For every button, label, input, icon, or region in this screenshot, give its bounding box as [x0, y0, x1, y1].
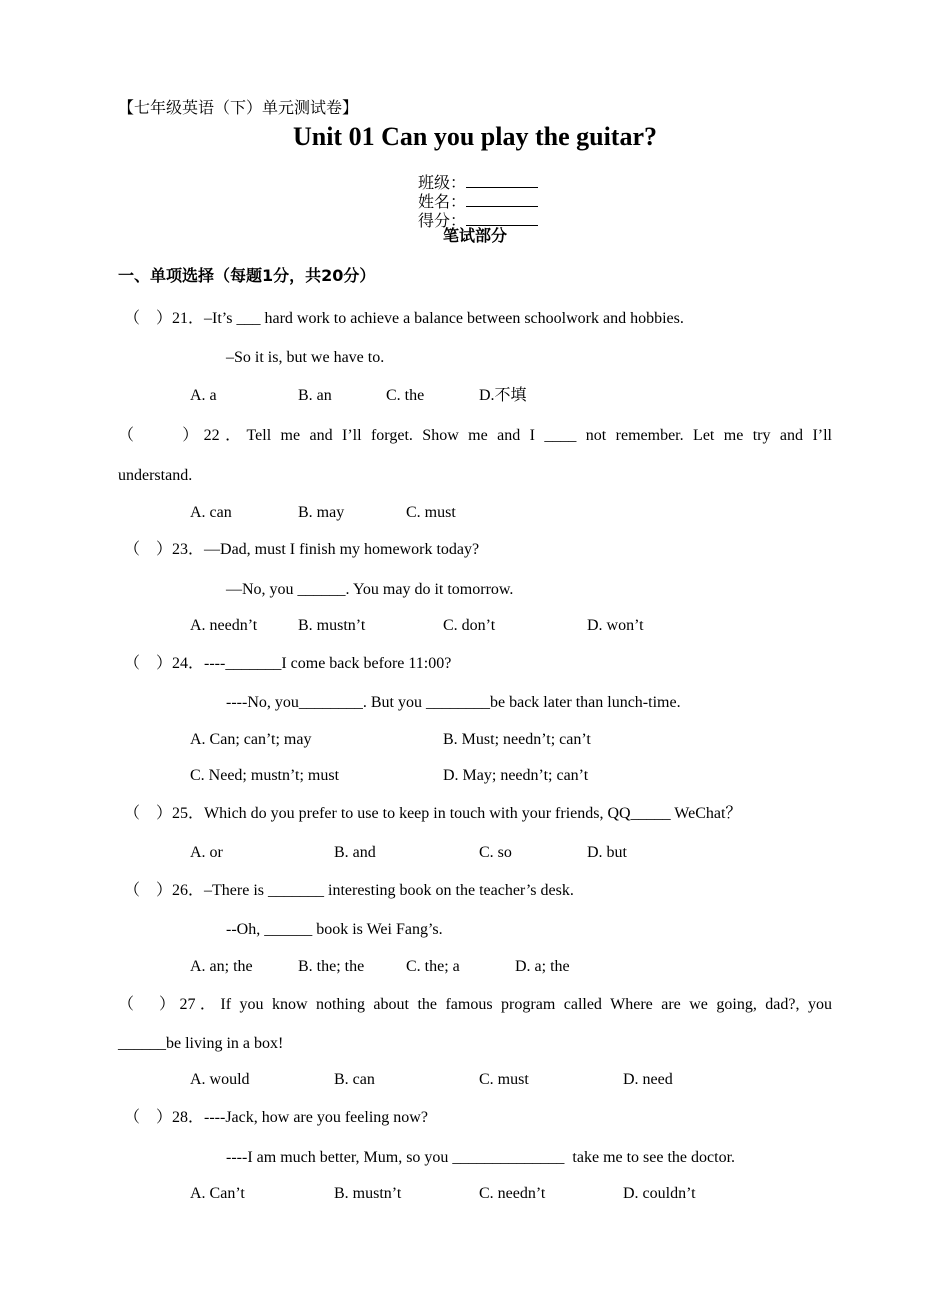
option-a[interactable]: A. Can’t: [190, 1185, 245, 1202]
question-23-stem: （ ）23．—Dad, must I finish my homework today?: [124, 541, 480, 558]
class-label: 班级：: [417, 175, 466, 192]
page-title: Unit 01 Can you play the guitar?: [292, 122, 658, 151]
question-22-stem-cont: understand.: [118, 467, 193, 484]
class-blank[interactable]: [466, 173, 538, 188]
option-d[interactable]: D.不填: [479, 387, 527, 404]
question-number: （ ）28．: [124, 1109, 205, 1126]
question-27-stem: （ ）27．If you know nothing about the famous program called Where are we going, dad?, you: [118, 996, 832, 1013]
option-d[interactable]: D. a; the: [515, 958, 570, 975]
question-25-stem: （ ）25．Which do you prefer to use to keep in touch with your friends, QQ_____ WeChat？: [124, 805, 742, 822]
question-number: （ ）24．: [124, 655, 205, 672]
option-c[interactable]: C. the; a: [406, 958, 460, 975]
score-label: 得分：: [417, 213, 466, 230]
option-d[interactable]: D. couldn’t: [623, 1185, 696, 1202]
question-number: （ ）25．: [124, 805, 205, 822]
question-27-stem-cont: ______be living in a box!: [118, 1035, 284, 1052]
option-d[interactable]: D. won’t: [587, 617, 644, 634]
question-22-stem: （ ）22．Tell me and I’ll forget. Show me and I ____ not remember. Let me try and I’ll: [118, 427, 832, 444]
question-21-stem: （ ）21．–It’s ___ hard work to achieve a balance between schoolwork and hobbies.: [124, 310, 684, 327]
option-a[interactable]: A. can: [190, 504, 232, 521]
question-number: （ ）22．: [118, 427, 247, 444]
option-a[interactable]: A. an; the: [190, 958, 253, 975]
series-tag: 【七年级英语（下）单元测试卷】: [118, 100, 359, 117]
option-b[interactable]: B. mustn’t: [334, 1185, 402, 1202]
option-a[interactable]: A. a: [190, 387, 217, 404]
option-c[interactable]: C. don’t: [443, 617, 496, 634]
option-c[interactable]: C. must: [406, 504, 456, 521]
option-c[interactable]: C. needn’t: [479, 1185, 546, 1202]
option-c[interactable]: C. the: [386, 387, 425, 404]
question-28-reply: ----I am much better, Mum, so you ______________ take me to see the doctor.: [226, 1149, 736, 1166]
question-21-reply: –So it is, but we have to.: [226, 349, 385, 366]
option-b[interactable]: B. an: [298, 387, 332, 404]
option-c[interactable]: C. Need; mustn’t; must: [190, 767, 340, 784]
question-28-stem: （ ）28．----Jack, how are you feeling now?: [124, 1109, 428, 1126]
question-26-reply: --Oh, ______ book is Wei Fang’s.: [226, 921, 443, 938]
question-23-reply: —No, you ______. You may do it tomorrow.: [226, 581, 514, 598]
name-blank[interactable]: [466, 192, 538, 207]
question-number: （ ）26．: [124, 882, 205, 899]
question-24-stem: （ ）24．----_______I come back before 11:00?: [124, 655, 452, 672]
name-label: 姓名：: [417, 194, 466, 211]
question-number: （ ）27．: [118, 996, 221, 1013]
option-d[interactable]: D. May; needn’t; can’t: [443, 767, 589, 784]
question-number: （ ）21．: [124, 310, 205, 327]
option-b[interactable]: B. and: [334, 844, 376, 861]
option-a[interactable]: A. Can; can’t; may: [190, 731, 312, 748]
question-number: （ ）23．: [124, 541, 205, 558]
option-c[interactable]: C. so: [479, 844, 512, 861]
option-c[interactable]: C. must: [479, 1071, 529, 1088]
option-d[interactable]: D. need: [623, 1071, 673, 1088]
option-a[interactable]: A. would: [190, 1071, 250, 1088]
option-b[interactable]: B. may: [298, 504, 345, 521]
option-a[interactable]: A. needn’t: [190, 617, 258, 634]
option-a[interactable]: A. or: [190, 844, 223, 861]
section-title: 笔试部分: [442, 226, 507, 245]
question-24-reply: ----No, you________. But you ________be back later than lunch-time.: [226, 694, 681, 711]
option-d[interactable]: D. but: [587, 844, 627, 861]
part1-heading: 一、单项选择（每题1分，共20分）: [118, 266, 376, 285]
option-b[interactable]: B. Must; needn’t; can’t: [443, 731, 591, 748]
score-blank[interactable]: [466, 211, 538, 226]
question-26-stem: （ ）26．–There is _______ interesting book on the teacher’s desk.: [124, 882, 574, 899]
option-b[interactable]: B. the; the: [298, 958, 365, 975]
option-b[interactable]: B. can: [334, 1071, 375, 1088]
option-b[interactable]: B. mustn’t: [298, 617, 366, 634]
